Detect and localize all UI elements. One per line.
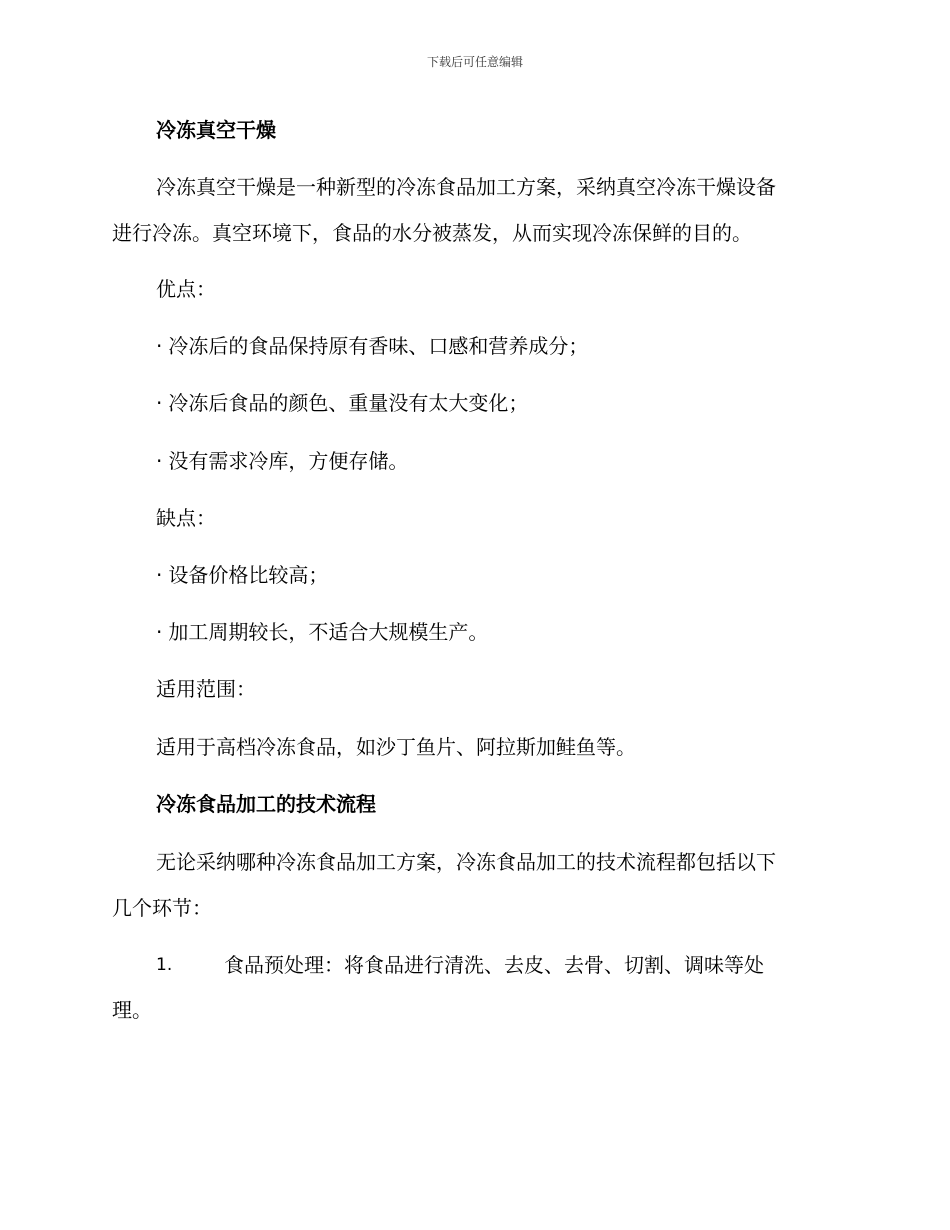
list-item-text: 没有需求冷库，方便存储。	[168, 449, 409, 473]
step-text-continued: 理。	[112, 998, 152, 1022]
section-title-process-flow: 冷冻食品加工的技术流程	[156, 792, 376, 816]
scope-label: 适用范围：	[156, 677, 256, 701]
step-text: 食品预处理：将食品进行清洗、去皮、去骨、切割、调味等处	[224, 953, 764, 977]
page-header-note: 下载后可任意编辑	[426, 55, 523, 69]
list-item	[156, 449, 408, 473]
list-item	[156, 620, 488, 644]
bullet-icon: ·	[156, 449, 163, 473]
bullet-icon: ·	[156, 334, 163, 358]
list-item-text: 加工周期较长，不适合大规模生产。	[168, 620, 489, 644]
paragraph-line: 几个环节：	[112, 896, 212, 920]
list-item	[156, 334, 588, 358]
scope-text: 适用于高档冷冻食品，如沙丁鱼片、阿拉斯加鲑鱼等。	[156, 735, 636, 759]
list-item-text: 冷冻后的食品保持原有香味、口感和营养成分；	[168, 334, 589, 358]
list-item-text: 设备价格比较高；	[168, 563, 329, 587]
section-title-freeze-drying: 冷冻真空干燥	[156, 118, 276, 142]
pros-label: 优点：	[156, 277, 216, 301]
paragraph-line: 冷冻真空干燥是一种新型的冷冻食品加工方案，采纳真空冷冻干燥设备	[156, 175, 776, 199]
list-item	[156, 563, 328, 587]
bullet-icon: ·	[156, 563, 163, 587]
cons-label: 缺点：	[156, 506, 216, 530]
list-item-text: 冷冻后食品的颜色、重量没有太大变化；	[168, 391, 529, 415]
bullet-icon: ·	[156, 391, 163, 415]
list-item	[156, 391, 528, 415]
bullet-icon: ·	[156, 620, 163, 644]
paragraph-line: 无论采纳哪种冷冻食品加工方案，冷冻食品加工的技术流程都包括以下	[156, 850, 776, 874]
step-number: 1.	[156, 955, 173, 975]
paragraph-line: 进行冷冻。真空环境下，食品的水分被蒸发，从而实现冷冻保鲜的目的。	[112, 221, 752, 245]
